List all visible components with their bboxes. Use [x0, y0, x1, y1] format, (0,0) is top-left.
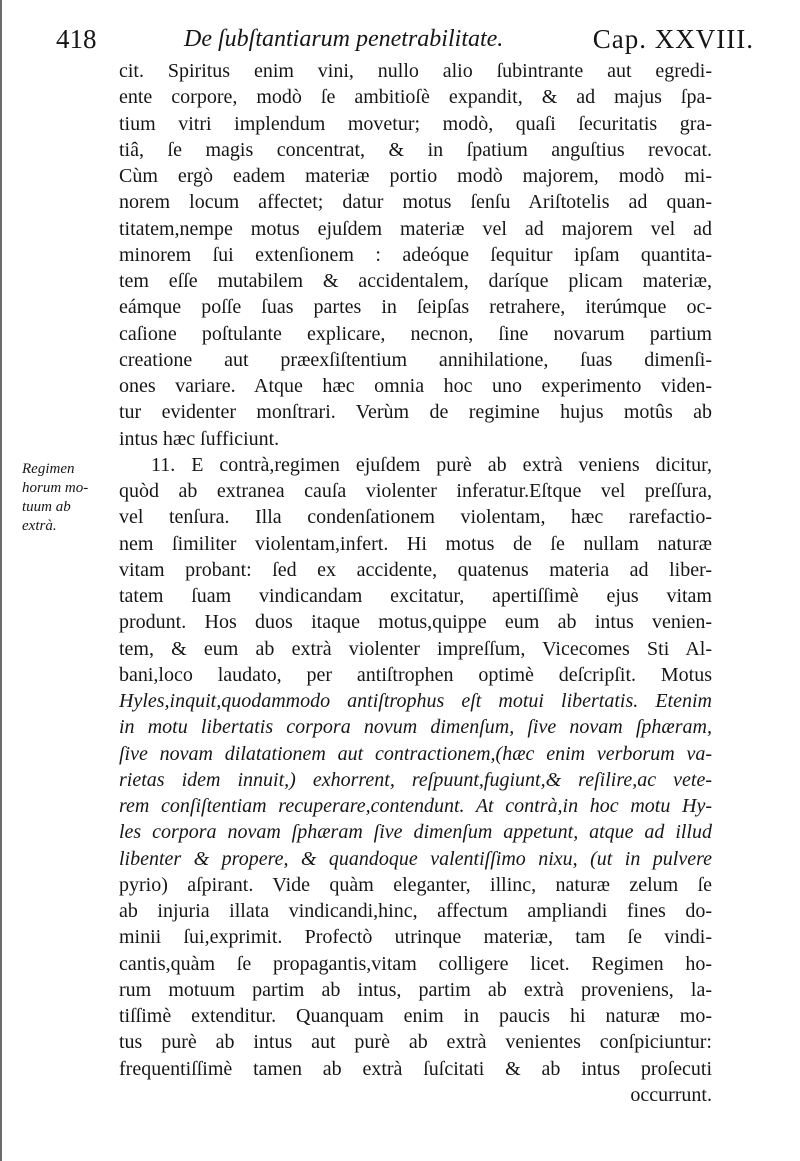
text-line: vitam probant: ſed ex accidente, quatenus materia ad liber- — [119, 558, 712, 581]
running-header — [46, 20, 752, 60]
text-line: 11. E contrà,regimen ejuſdem purè ab extrà veniens dicitur, — [151, 453, 712, 476]
text-line: occurrunt. — [630, 1083, 712, 1106]
text-line: tem, & eum ab extrà violenter impreſſum, Vicecomes Sti Al- — [119, 637, 712, 660]
text-line: norem locum affectet; datur motus ſenſu Ariſtotelis ad quan- — [119, 191, 712, 214]
text-line: ſive novam dilatationem aut contractionem,(hæc enim verborum va- — [119, 742, 712, 765]
margin-note — [22, 460, 112, 536]
text-line: rem conſiſtentiam recuperare,contendunt. At contrà,in hoc motu Hy- — [119, 795, 712, 817]
text-line: eámque poſſe ſuas partes in ſeipſas retrahere, iterúmque oc- — [119, 296, 712, 319]
text-line: libenter & propere, & quandoque valentiſſimo nixu, (ut in pulvere — [119, 847, 712, 870]
text-line: rum motuum partim ab intus, partim ab extrà proveniens, la- — [119, 978, 712, 1001]
text-line: rietas idem innuit,) exhorrent, reſpuunt,fugiunt,& reſilire,ac vete- — [119, 768, 712, 791]
margin-note-line: tuum ab — [22, 499, 71, 515]
text-line: intus hæc ſufficiunt. — [119, 427, 280, 450]
text-line: in motu libertatis corpora novum dimenſum, ſive novam ſphæram, — [119, 716, 712, 739]
text-line: tus purè ab intus aut purè ab extrà venientes conſpiciuntur: — [119, 1031, 712, 1054]
text-line: tiâ, ſe magis concentrat, & in ſpatium anguſtius revocat. — [119, 138, 712, 161]
text-line: pyrio) aſpirant. Vide quàm eleganter, illinc, naturæ zelum ſe — [119, 873, 712, 896]
body-text — [119, 58, 712, 1108]
running-title: De ſubſtantiarum penetrabilitate. — [184, 26, 504, 52]
margin-note-line: horum mo- — [22, 480, 89, 496]
page-edge-shadow — [0, 0, 2, 1161]
text-line: Cùm ergò eadem materiæ portio modò majorem, modò mi- — [119, 165, 712, 187]
text-line: minii ſui,exprimit. Profectò utrinque materiæ, tam ſe vindi- — [119, 926, 712, 949]
text-line: caſione poſtulante explicare, necnon, ſine novarum partium — [119, 322, 712, 345]
text-line: ones variare. Atque hæc omnia hoc uno experimento viden- — [119, 375, 712, 397]
text-line: ab injuria illata vindicandi,hinc, affectum ampliandi fines do- — [119, 900, 712, 922]
text-line: cantis,quàm ſe propagantis,vitam colligere licet. Regimen ho- — [119, 952, 712, 975]
text-line: Hyles,inquit,quodammodo antiſtrophus eſt motui libertatis. Etenim — [119, 690, 712, 712]
text-line: tur evidenter monſtrari. Verùm de regimine hujus motûs ab — [119, 401, 712, 424]
text-line: creatione aut præexſiſtentium annihilatione, ſuas dimenſi- — [119, 348, 712, 371]
page-number: 418 — [56, 24, 97, 54]
text-line: cit. Spiritus enim vini, nullo alio ſubintrante aut egredi- — [119, 60, 712, 82]
text-line: minorem ſui extenſionem : adeóque ſequitur ipſam quantita- — [119, 243, 712, 266]
text-line: ente corpore, modò ſe ambitioſè expandit, & ad majus ſpa- — [119, 86, 712, 109]
text-line: frequentiſſimè tamen ab extrà ſuſcitati & ab intus proſecuti — [119, 1057, 712, 1080]
text-line: titatem,nempe motus ejuſdem materiæ vel ad majorem vel ad — [119, 217, 712, 240]
margin-note-line: extrà. — [22, 518, 57, 534]
text-line: produnt. Hos duos itaque motus,quippe eum ab intus venien- — [119, 611, 712, 634]
text-line: tem eſſe mutabilem & accidentalem, daríque plicam materiæ, — [119, 270, 712, 292]
margin-note-line: Regimen — [22, 461, 75, 477]
text-line: tatem ſuam vindicandam excitatur, apertiſſimè ejus vitam — [119, 585, 712, 607]
text-line: vel tenſura. Illa condenſationem violentam, hæc rarefactio- — [119, 506, 712, 529]
text-line: bani,loco laudato, per antiſtrophen optimè deſcripſit. Motus — [119, 663, 712, 686]
chapter-label: Cap. XXVIII. — [592, 24, 754, 54]
text-line: les corpora novam ſphæram ſive dimenſum appetunt, atque ad illud — [119, 821, 712, 844]
text-line: tium vitri implendum movetur; modò, quaſi ſecuritatis gra- — [119, 112, 712, 135]
text-line: quòd ab extranea cauſa violenter inferatur.Eſtque vel preſſura, — [119, 480, 712, 502]
text-line: tiſſimè extenditur. Quanquam enim in paucis hi naturæ mo- — [119, 1005, 712, 1027]
text-line: nem ſimiliter violentam,infert. Hi motus de ſe nullam naturæ — [119, 532, 712, 555]
